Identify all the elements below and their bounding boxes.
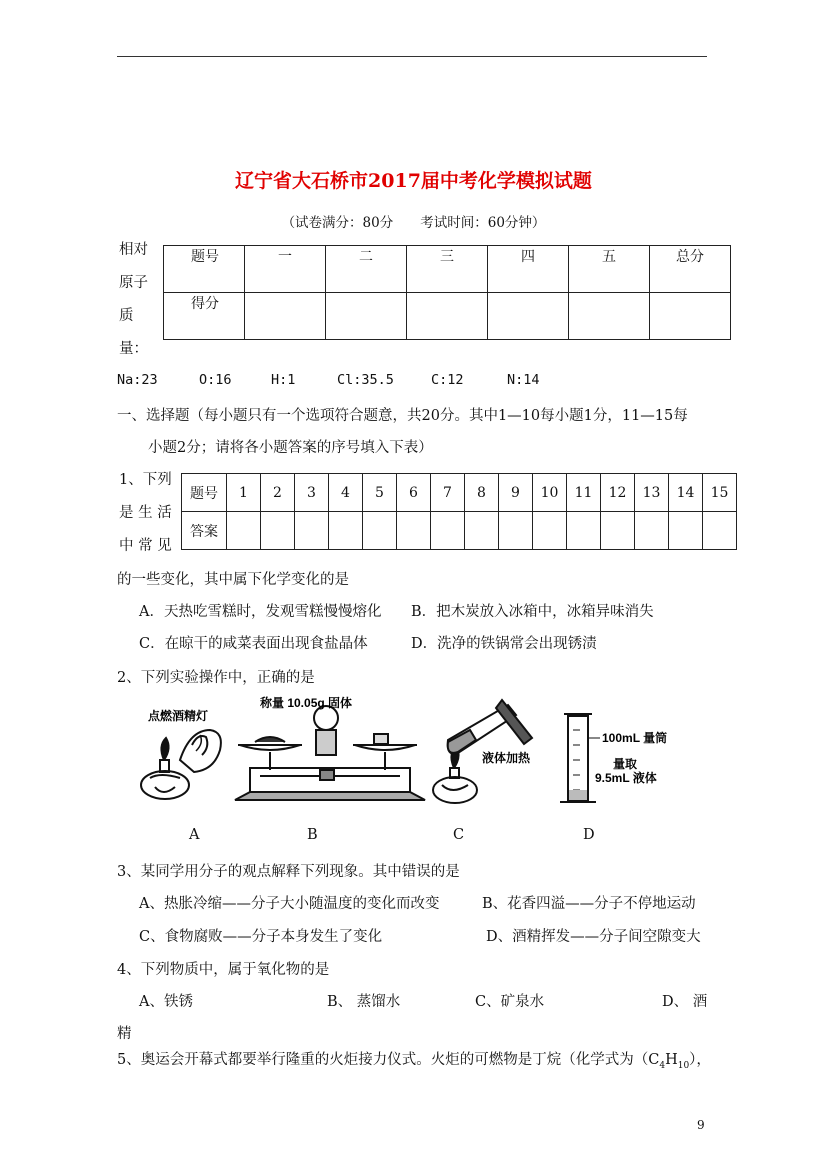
table-cell: 五 — [569, 246, 650, 293]
side-label-line: 量： — [119, 341, 148, 357]
q1-option-a: A．天热吃雪糕时，发观雪糕慢慢熔化 — [139, 604, 382, 620]
fig-label-balance: 称量 10.05g 固体 — [260, 696, 353, 710]
table-cell: 答案 — [182, 512, 227, 550]
q1-stem-part: 1、下列 — [119, 472, 172, 488]
table-cell: 10 — [533, 474, 567, 512]
q2-choice-a: A — [189, 827, 200, 843]
q4-option-c: C、矿泉水 — [475, 994, 545, 1010]
score-cell[interactable] — [569, 293, 650, 340]
q5-stem-text: 5、奥运会开幕式都要举行隆重的火炬接力仪式。火炬的可燃物是丁烷（化学式为（C — [117, 1052, 660, 1068]
q5-stem — [117, 1048, 711, 1071]
answer-cell[interactable] — [669, 512, 703, 550]
table-row — [164, 246, 731, 293]
table-cell: 3 — [295, 474, 329, 512]
q4-option-d-wrap: 精 — [117, 1026, 132, 1042]
atomic-mass: N:14 — [507, 372, 540, 388]
q1-option-d: D．洗净的铁锅常会出现锈渍 — [411, 636, 597, 652]
atomic-mass: C:12 — [431, 372, 464, 388]
q2-choice-d: D — [583, 827, 595, 843]
answer-cell[interactable] — [601, 512, 635, 550]
table-cell: 13 — [635, 474, 669, 512]
table-cell: 6 — [397, 474, 431, 512]
answer-cell[interactable] — [295, 512, 329, 550]
q2-figure — [130, 690, 670, 820]
table-cell: 四 — [488, 246, 569, 293]
q1-option-c: C．在晾干的咸菜表面出现食盐晶体 — [139, 636, 368, 652]
q5-formula-h: H — [665, 1052, 678, 1068]
answer-cell[interactable] — [431, 512, 465, 550]
score-cell[interactable] — [488, 293, 569, 340]
answer-cell[interactable] — [499, 512, 533, 550]
score-cell[interactable] — [245, 293, 326, 340]
side-label-line: 原子 — [119, 275, 148, 291]
answer-cell[interactable] — [261, 512, 295, 550]
table-cell: 2 — [261, 474, 295, 512]
score-cell[interactable] — [650, 293, 731, 340]
q1-stem-part: 是 生 活 — [119, 505, 172, 521]
q3-option-d: D、酒精挥发——分子间空隙变大 — [486, 929, 701, 945]
table-cell: 总分 — [650, 246, 731, 293]
table-cell: 题号 — [164, 246, 245, 293]
table-cell: 二 — [326, 246, 407, 293]
table-cell: 14 — [669, 474, 703, 512]
table-cell: 三 — [407, 246, 488, 293]
table-cell: 5 — [363, 474, 397, 512]
table-cell: 9 — [499, 474, 533, 512]
answer-cell[interactable] — [703, 512, 737, 550]
q1-stem-part: 中 常 见 — [119, 538, 172, 554]
fig-label-measure2: 9.5mL 液体 — [595, 771, 657, 785]
answer-cell[interactable] — [567, 512, 601, 550]
table-cell: 7 — [431, 474, 465, 512]
answer-cell[interactable] — [397, 512, 431, 550]
score-cell[interactable] — [407, 293, 488, 340]
q4-option-b: B、 蒸馏水 — [327, 994, 401, 1010]
fig-label-measure1: 量取 — [613, 757, 638, 771]
table-row — [182, 474, 737, 512]
exam-subtitle: （试卷满分：80分 考试时间：60分钟） — [281, 215, 546, 231]
q1-option-b: B．把木炭放入冰箱中，冰箱异味消失 — [411, 604, 654, 620]
atomic-mass: Na:23 — [117, 372, 158, 388]
graduated-cylinder-d — [560, 714, 600, 802]
answer-cell[interactable] — [465, 512, 499, 550]
q2-stem: 2、下列实验操作中，正确的是 — [117, 670, 315, 686]
q3-stem: 3、某同学用分子的观点解释下列现象。其中错误的是 — [117, 864, 460, 880]
fig-label-lamp: 点燃酒精灯 — [148, 709, 209, 723]
atomic-mass: Cl:35.5 — [337, 372, 394, 388]
table-cell: 11 — [567, 474, 601, 512]
table-cell: 12 — [601, 474, 635, 512]
fig-label-cylinder: 100mL 量筒 — [602, 731, 668, 745]
q4-stem: 4、下列物质中，属于氧化物的是 — [117, 962, 330, 978]
q1-stem-cont: 的一些变化，其中属下化学变化的是 — [117, 572, 349, 588]
atomic-mass: H:1 — [271, 372, 296, 388]
q2-choice-c: C — [453, 827, 465, 843]
answer-table — [181, 473, 737, 550]
answer-cell[interactable] — [227, 512, 261, 550]
page-number: 9 — [697, 1118, 705, 1132]
exam-title: 辽宁省大石桥市2017届中考化学模拟试题 — [235, 170, 592, 192]
table-row — [164, 293, 731, 340]
table-cell: 一 — [245, 246, 326, 293]
section-heading: 一、选择题（每小题只有一个选项符合题意，共20分。其中1—10每小题1分，11—15每 — [117, 408, 688, 424]
table-cell: 8 — [465, 474, 499, 512]
answer-cell[interactable] — [363, 512, 397, 550]
fig-label-heat: 液体加热 — [482, 751, 531, 765]
answer-cell[interactable] — [635, 512, 669, 550]
score-table — [163, 245, 731, 340]
header-rule — [117, 56, 707, 57]
q1-stem — [119, 464, 172, 563]
alcohol-lamp-a — [141, 730, 221, 799]
table-cell: 1 — [227, 474, 261, 512]
q5-subscript: 10 — [677, 1060, 690, 1071]
table-cell: 15 — [703, 474, 737, 512]
atomic-mass: O:16 — [199, 372, 232, 388]
section-heading-cont: 小题2分；请将各小题答案的序号填入下表） — [148, 440, 433, 456]
q3-option-b: B、花香四溢——分子不停地运动 — [482, 896, 696, 912]
side-label-line: 质 — [119, 308, 134, 324]
q4-option-a: A、铁锈 — [139, 994, 193, 1010]
table-cell: 4 — [329, 474, 363, 512]
balance-b — [235, 706, 425, 800]
q3-option-c: C、食物腐败——分子本身发生了变化 — [139, 929, 383, 945]
table-cell: 题号 — [182, 474, 227, 512]
score-cell[interactable] — [326, 293, 407, 340]
q3-option-a: A、热胀冷缩——分子大小随温度的变化而改变 — [139, 896, 440, 912]
q4-option-d: D、 酒 — [662, 994, 708, 1010]
table-cell: 得分 — [164, 293, 245, 340]
side-label-line: 相对 — [119, 242, 148, 258]
answer-cell[interactable] — [329, 512, 363, 550]
q5-stem-end: ）， — [689, 1052, 711, 1068]
answer-cell[interactable] — [533, 512, 567, 550]
q5-subscript: 4 — [659, 1060, 666, 1071]
table-row — [182, 512, 737, 550]
q2-choice-b: B — [307, 827, 318, 843]
side-label — [119, 234, 148, 366]
